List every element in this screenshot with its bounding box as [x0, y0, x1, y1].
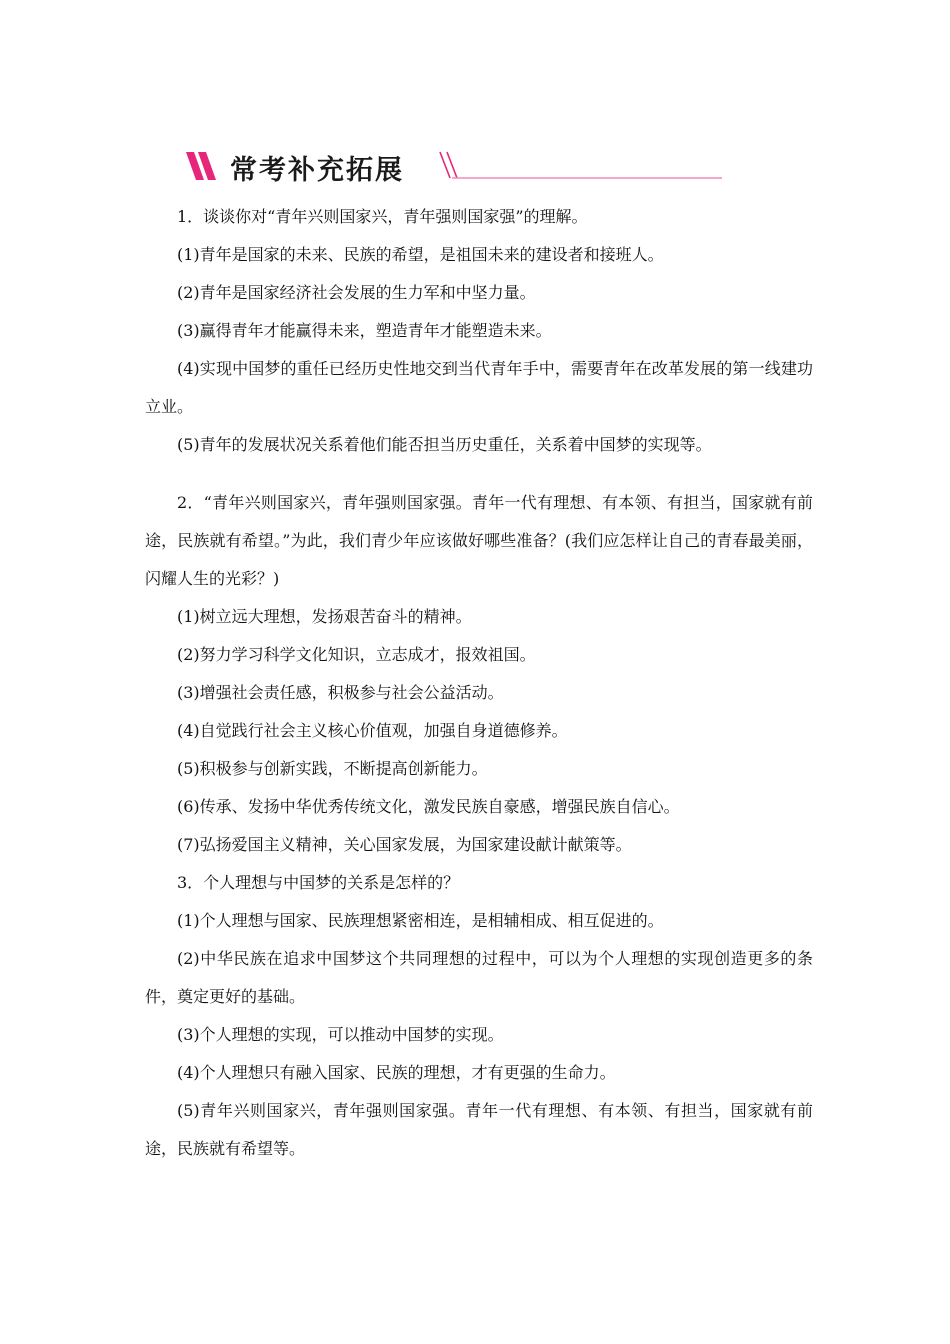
answer-2-4: (4)自觉践行社会主义核心价值观，加强自身道德修养。: [177, 721, 568, 740]
answer-2-1: (1)树立远大理想，发扬艰苦奋斗的精神。: [177, 607, 472, 626]
section-banner: [184, 146, 724, 186]
answer-3-2: (2)中华民族在追求中国梦这个共同理想的过程中，可以为个人理想的实现创造更多的条件，奠定更好的基础。: [145, 949, 813, 1006]
document-body: [145, 198, 813, 1168]
answer-3-3: (3)个人理想的实现，可以推动中国梦的实现。: [177, 1025, 504, 1044]
answer-2-3: (3)增强社会责任感，积极参与社会公益活动。: [177, 683, 504, 702]
answer-1-1: (1)青年是国家的未来、民族的希望，是祖国未来的建设者和接班人。: [177, 245, 664, 264]
answer-2-6: (6)传承、发扬中华优秀传统文化，激发民族自豪感，增强民族自信心。: [177, 797, 680, 816]
answer-1-2: (2)青年是国家经济社会发展的生力军和中坚力量。: [177, 283, 536, 302]
question-1: 1．谈谈你对“青年兴则国家兴，青年强则国家强”的理解。: [177, 207, 588, 226]
section-title: 常考补充拓展: [230, 155, 404, 186]
answer-2-2: (2)努力学习科学文化知识，立志成才，报效祖国。: [177, 645, 536, 664]
answer-3-1: (1)个人理想与国家、民族理想紧密相连，是相辅相成、相互促进的。: [177, 911, 664, 930]
answer-1-5: (5)青年的发展状况关系着他们能否担当历史重任，关系着中国梦的实现等。: [177, 435, 712, 454]
answer-1-3: (3)赢得青年才能赢得未来，塑造青年才能塑造未来。: [177, 321, 552, 340]
answer-2-5: (5)积极参与创新实践，不断提高创新能力。: [177, 759, 488, 778]
answer-2-7: (7)弘扬爱国主义精神，关心国家发展，为国家建设献计献策等。: [177, 835, 632, 854]
answer-1-4: (4)实现中国梦的重任已经历史性地交到当代青年手中，需要青年在改革发展的第一线建功立业。: [145, 359, 813, 416]
answer-3-5: (5)青年兴则国家兴，青年强则国家强。青年一代有理想、有本领、有担当，国家就有前途，民族就有希望等。: [145, 1101, 813, 1158]
question-3: 3．个人理想与中国梦的关系是怎样的？: [177, 873, 460, 892]
question-2: 2．“青年兴则国家兴，青年强则国家强。青年一代有理想、有本领、有担当，国家就有前途，民族就有希望。”为此，我们青少年应该做好哪些准备？(我们应怎样让自己的青春最美丽，闪耀人生的光彩？): [145, 493, 813, 588]
answer-3-4: (4)个人理想只有融入国家、民族的理想，才有更强的生命力。: [177, 1063, 616, 1082]
section-spacer: [145, 464, 813, 484]
